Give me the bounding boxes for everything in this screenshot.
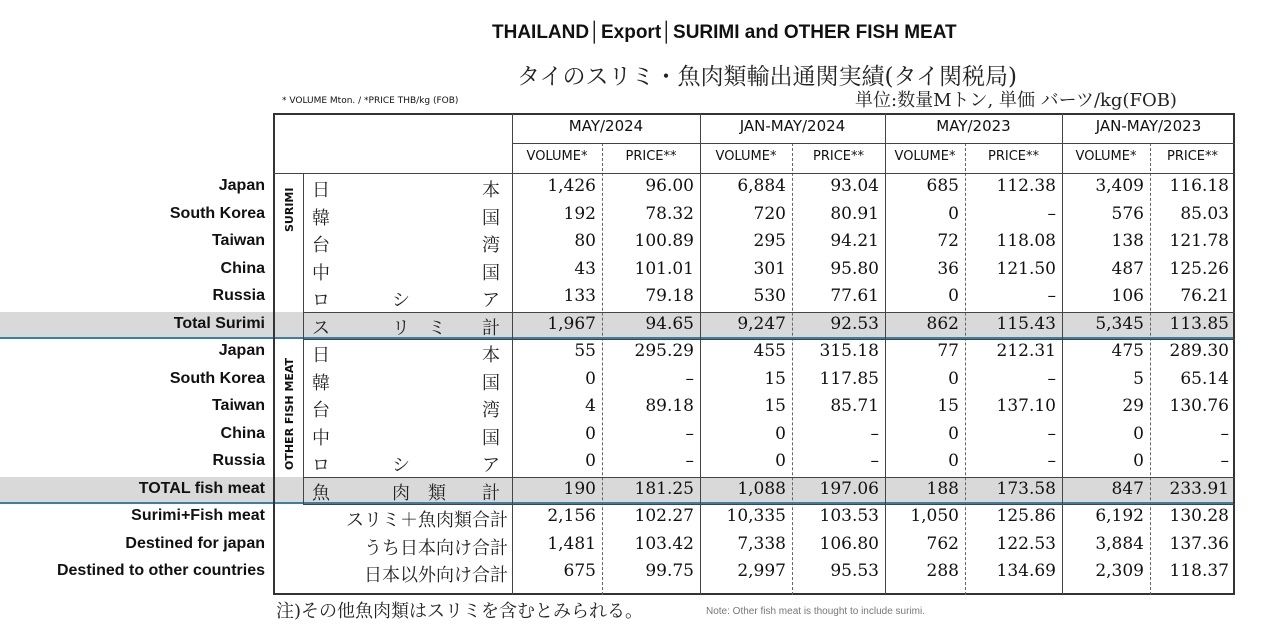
table-cell: 85.71: [830, 396, 879, 416]
row-label-jp: スリミ＋魚肉類合計: [346, 510, 508, 531]
row-label-jp: 国: [482, 372, 500, 394]
table-cell: 116.18: [1169, 176, 1229, 196]
row-label-en: Russia: [212, 452, 265, 469]
table-cell: –: [870, 423, 879, 444]
table-cell: 133: [563, 286, 596, 306]
table-cell: –: [1047, 203, 1056, 224]
row-label-en: Surimi+Fish meat: [131, 507, 265, 524]
table-cell: 301: [753, 258, 786, 279]
table-cell: 92.53: [830, 313, 879, 334]
table-cell: 77: [937, 341, 959, 361]
table-cell: 95.53: [830, 561, 879, 581]
table-cell: –: [870, 451, 879, 471]
row-label-en: South Korea: [169, 369, 265, 387]
row-label-jp: 湾: [482, 235, 500, 256]
footnote-en: Note: Other fish meat is thought to include surimi.: [706, 606, 925, 617]
row-line: [303, 312, 1235, 313]
row-label-en: Total Surimi: [173, 314, 265, 332]
table-cell: 78.32: [645, 203, 694, 224]
row-label-jp: 国: [482, 262, 500, 284]
table-cell: 847: [1111, 478, 1144, 499]
row-label-jp: シ: [392, 290, 410, 311]
header-bottom-line: [273, 173, 1235, 174]
table-cell: 100.89: [634, 231, 694, 251]
table-cell: 576: [1111, 203, 1144, 224]
table-cell: 137.10: [996, 396, 1056, 416]
table-cell: 862: [926, 313, 959, 334]
subcolumn-divider: [602, 143, 603, 595]
table-cell: 3,409: [1095, 176, 1144, 196]
row-label-en: Taiwan: [211, 397, 265, 414]
table-cell: 15: [764, 396, 786, 416]
subcolumn-divider: [965, 143, 966, 595]
table-cell: 2,997: [737, 561, 786, 581]
table-cell: 487: [1111, 258, 1144, 279]
table-cell: –: [1220, 451, 1229, 471]
price-header: PRICE**: [813, 149, 864, 164]
table-cell: 1,050: [910, 506, 959, 526]
table-cell: 530: [753, 286, 786, 306]
table-cell: 125.86: [996, 506, 1056, 526]
column-divider: [885, 113, 886, 595]
table-cell: 121.78: [1169, 231, 1229, 251]
row-label-jp: 韓: [312, 207, 330, 229]
table-cell: 0: [585, 368, 596, 389]
table-cell: 720: [753, 203, 786, 224]
period-header: MAY/2023: [936, 117, 1011, 135]
table-cell: 1,967: [547, 313, 596, 334]
table-cell: 0: [775, 423, 786, 444]
table-cell: 0: [948, 203, 959, 224]
row-label-jp: 中: [312, 262, 330, 284]
table-cell: 762: [926, 533, 959, 554]
table-cell: 106.80: [819, 533, 879, 554]
table-cell: 15: [764, 368, 786, 389]
table-cell: 115.43: [996, 313, 1056, 334]
table-cell: 188: [926, 478, 959, 499]
table-cell: 112.38: [996, 176, 1056, 196]
table-cell: 190: [563, 478, 596, 499]
row-label-en: TOTAL fish meat: [138, 479, 265, 497]
table-cell: –: [685, 423, 694, 444]
table-cell: –: [685, 368, 694, 389]
table-cell: 76.21: [1180, 286, 1229, 306]
row-label-jp: 国: [482, 427, 500, 449]
table-cell: –: [1047, 423, 1056, 444]
column-divider: [512, 113, 513, 595]
table-cell: 122.53: [996, 533, 1056, 554]
table-cell: 85.03: [1180, 203, 1229, 224]
table-cell: 675: [563, 561, 596, 581]
subcolumn-divider: [1150, 143, 1151, 595]
row-label-jp: 計: [482, 482, 500, 504]
table-cell: 80.91: [830, 203, 879, 224]
table-cell: 1,481: [547, 533, 596, 554]
row-label-jp: シ: [392, 455, 410, 476]
row-label-jp: 韓: [312, 372, 330, 394]
table-cell: 55: [574, 341, 596, 361]
table-cell: 295: [753, 231, 786, 251]
table-cell: 89.18: [645, 396, 694, 416]
table-cell: 10,335: [726, 506, 786, 526]
row-label-en: Japan: [218, 177, 265, 194]
table-cell: 4: [585, 396, 596, 416]
table-cell: 0: [1133, 451, 1144, 471]
table-cell: –: [1220, 423, 1229, 444]
row-label-jp: 日本以外向け合計: [364, 565, 508, 586]
table-cell: 0: [585, 423, 596, 444]
table-cell: 181.25: [634, 478, 694, 499]
table-cell: 79.18: [645, 286, 694, 306]
table-cell: –: [685, 451, 694, 471]
table-cell: 138: [1111, 231, 1144, 251]
row-label-jp: ス: [312, 317, 330, 339]
row-label-jp: 台: [312, 400, 330, 421]
table-cell: 685: [926, 176, 959, 196]
table-cell: 0: [1133, 423, 1144, 444]
table-cell: 101.01: [634, 258, 694, 279]
table-cell: 288: [926, 561, 959, 581]
group-label-surimi: SURIMI: [283, 187, 296, 232]
price-header: PRICE**: [988, 149, 1039, 164]
table-cell: 0: [948, 423, 959, 444]
footnote-jp: 注)その他魚肉類はスリミを含むとみられる。: [276, 601, 644, 622]
volume-header: VOLUME*: [894, 149, 956, 164]
row-label-en: Taiwan: [211, 232, 265, 249]
row-label-en: China: [220, 424, 265, 442]
table-cell: 99.75: [645, 561, 694, 581]
table-cell: 103.53: [819, 506, 879, 526]
row-label-jp: ロ: [312, 290, 330, 311]
period-header: JAN-MAY/2024: [739, 117, 846, 135]
row-label-jp: 本: [482, 180, 500, 201]
table-cell: 197.06: [819, 478, 879, 499]
group-label-other-fish-meat: OTHER FISH MEAT: [283, 357, 296, 470]
table-cell: 0: [948, 286, 959, 306]
table-cell: 43: [574, 258, 596, 279]
row-label-jp: 台: [312, 235, 330, 256]
table-cell: 130.28: [1169, 506, 1229, 526]
table-cell: –: [1047, 286, 1056, 306]
table-cell: 102.27: [634, 506, 694, 526]
table-cell: 192: [563, 203, 596, 224]
table-cell: 5: [1133, 368, 1144, 389]
table-cell: 2,309: [1095, 561, 1144, 581]
table-cell: 95.80: [830, 258, 879, 279]
table-cell: 29: [1122, 396, 1144, 416]
table-cell: 295.29: [634, 341, 694, 361]
table-cell: 130.76: [1169, 396, 1229, 416]
price-header: PRICE**: [1167, 149, 1218, 164]
row-label-jp: 日: [312, 345, 330, 366]
table-cell: 6,884: [737, 176, 786, 196]
row-label-jp: ロ: [312, 455, 330, 476]
table-cell: 72: [937, 231, 959, 251]
table-cell: 125.26: [1169, 258, 1229, 279]
period-header: MAY/2024: [568, 117, 644, 135]
column-divider: [700, 113, 701, 595]
volume-header: VOLUME*: [715, 149, 777, 164]
row-label-jp: 計: [482, 317, 500, 339]
table-cell: 1,088: [737, 478, 786, 499]
row-label-jp: うち日本向け合計: [364, 537, 508, 559]
row-label-jp: ア: [482, 290, 500, 311]
table-cell: 173.58: [996, 478, 1056, 499]
unit-note-jp: 単位:数量Mトン, 単価 バーツ/kg(FOB): [855, 90, 1177, 111]
row-label-jp: 魚: [312, 482, 330, 504]
table-cell: 3,884: [1095, 533, 1144, 554]
row-label-en: Destined to other countries: [56, 562, 265, 579]
row-label-en: China: [220, 259, 265, 277]
table-cell: 118.08: [996, 231, 1056, 251]
table-cell: 103.42: [634, 533, 694, 554]
table-cell: 93.04: [830, 176, 879, 196]
table-cell: 113.85: [1169, 313, 1229, 334]
price-header: PRICE**: [625, 149, 677, 164]
page-title: THAILAND│Export│SURIMI and OTHER FISH MEAT: [492, 22, 957, 43]
page-subtitle-jp: タイのスリミ・魚肉類輸出通関実績(タイ関税局): [517, 64, 1018, 90]
table-cell: 475: [1111, 341, 1144, 361]
table-cell: 0: [948, 451, 959, 471]
table-cell: 0: [585, 451, 596, 471]
table-cell: 65.14: [1180, 368, 1229, 389]
table-cell: 455: [753, 341, 786, 361]
unit-note-en: * VOLUME Mton. / *PRICE THB/kg (FOB): [282, 96, 459, 106]
volume-header: VOLUME*: [1075, 149, 1137, 164]
table-cell: 5,345: [1095, 313, 1144, 334]
row-label-en: South Korea: [169, 204, 265, 222]
row-label-jp: 国: [482, 207, 500, 229]
row-label-jp: 肉 類: [392, 482, 446, 504]
table-cell: 15: [937, 396, 959, 416]
row-label-en: Russia: [212, 287, 265, 304]
table-cell: 121.50: [996, 258, 1056, 279]
volume-header: VOLUME*: [526, 149, 588, 164]
table-cell: 1,426: [547, 176, 596, 196]
row-label-jp: リ ミ: [392, 317, 446, 339]
row-label-jp: 本: [482, 345, 500, 366]
row-label-jp: 湾: [482, 400, 500, 421]
table-cell: –: [1047, 451, 1056, 471]
table-cell: 0: [948, 368, 959, 389]
column-divider: [1062, 113, 1063, 595]
table-cell: 94.65: [645, 313, 694, 334]
row-label-en: Japan: [218, 342, 265, 359]
table-cell: 212.31: [996, 341, 1056, 361]
subcolumn-divider: [792, 143, 793, 595]
table-cell: 137.36: [1169, 533, 1229, 554]
table-cell: 36: [937, 258, 959, 279]
table-cell: 0: [775, 451, 786, 471]
period-header: JAN-MAY/2023: [1095, 117, 1202, 135]
table-cell: 6,192: [1095, 506, 1144, 526]
row-label-en: Destined for japan: [125, 534, 265, 552]
table-cell: 134.69: [996, 561, 1056, 581]
table-cell: 117.85: [819, 368, 879, 389]
table-cell: 289.30: [1169, 341, 1229, 361]
table-cell: 2,156: [547, 506, 596, 526]
header-line: [512, 143, 1235, 144]
table-cell: 96.00: [645, 176, 694, 196]
row-label-jp: 日: [312, 180, 330, 201]
row-label-jp: ア: [482, 455, 500, 476]
table-cell: 94.21: [830, 231, 879, 251]
table-cell: 233.91: [1169, 478, 1229, 499]
table-cell: 80: [574, 231, 596, 251]
table-cell: 9,247: [737, 313, 786, 334]
table-cell: 315.18: [819, 341, 879, 361]
table-cell: –: [1047, 368, 1056, 389]
table-cell: 77.61: [830, 286, 879, 306]
row-line: [303, 477, 1235, 478]
table-cell: 118.37: [1169, 561, 1229, 581]
table-cell: 106: [1111, 286, 1144, 306]
row-label-jp: 中: [312, 427, 330, 449]
table-cell: 7,338: [737, 533, 786, 554]
